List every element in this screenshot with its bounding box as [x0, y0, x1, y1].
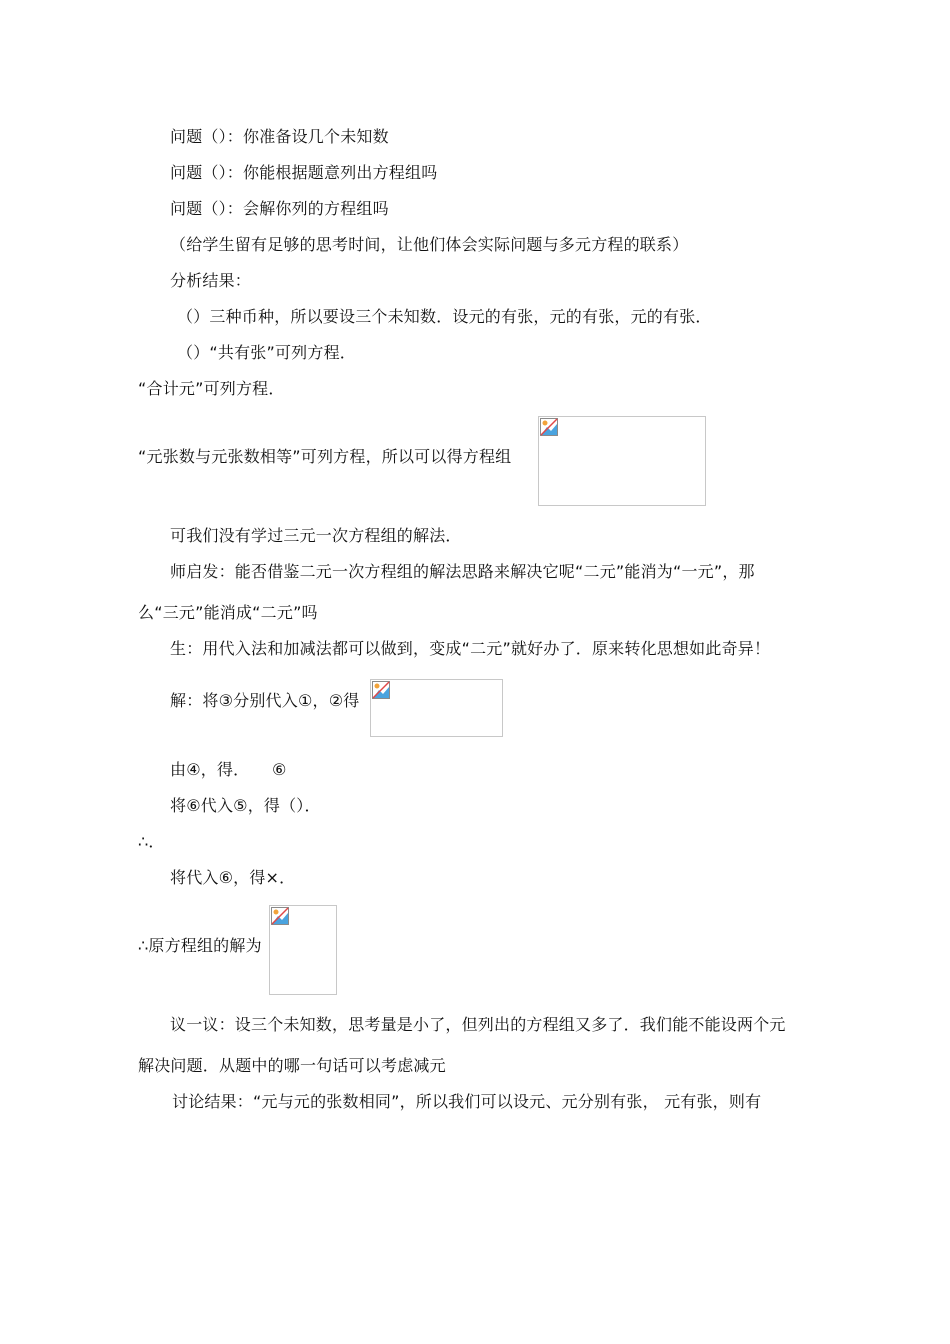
not-learned-text: 可我们没有学过三元一次方程组的解法．: [170, 526, 462, 545]
solution-step-2: 由④，得．: [170, 760, 250, 779]
discussion-line-1: 议一议：设三个未知数，思考量是小了，但列出的方程组又多了．我们能不能设两个元: [170, 1015, 786, 1034]
solution-step-3: 将⑥代入⑤，得（）．: [170, 796, 321, 815]
equation-tag-6: ⑥: [272, 760, 287, 779]
broken-image-icon: [372, 681, 390, 699]
discussion-line-2: 解决问题．从题中的哪一句话可以考虑减元: [138, 1056, 446, 1075]
teacher-prompt-line-1: 师启发：能否借鉴二元一次方程组的解法思路来解决它呢“二元”能消为“一元”，那: [170, 562, 755, 581]
broken-image-icon: [540, 418, 558, 436]
discussion-result: 讨论结果：“元与元的张数相同”，所以我们可以设元、元分别有张， 元有张，则有: [172, 1092, 762, 1111]
question-1: 问题（）：你准备设几个未知数: [170, 127, 389, 146]
analysis-4: “元张数与元张数相等”可列方程，所以可以得方程组: [138, 447, 512, 466]
therefore-line: ∴．: [138, 832, 165, 851]
analysis-3: “合计元”可列方程．: [138, 379, 285, 398]
solution-step-4: 将代入⑥，得×．: [170, 868, 296, 887]
solution-step-1: 解：将③分别代入①，②得: [170, 691, 360, 710]
substitution-image: [370, 679, 503, 737]
solution-image: [269, 905, 337, 995]
solution-conclusion: ∴原方程组的解为: [138, 936, 262, 955]
broken-image-icon: [271, 907, 289, 925]
equation-system-image: [538, 416, 706, 506]
teacher-prompt-line-2: 么“三元”能消成“二元”吗: [138, 603, 318, 622]
teaching-hint: （给学生留有足够的思考时间，让他们体会实际问题与多元方程的联系）: [170, 235, 689, 254]
analysis-1: （）三种币种，所以要设三个未知数．设元的有张，元的有张，元的有张．: [177, 307, 712, 326]
analysis-title: 分析结果：: [170, 271, 252, 290]
analysis-2: （）“共有张”可列方程．: [177, 343, 356, 362]
student-answer: 生：用代入法和加减法都可以做到，变成“二元”就好办了．原来转化思想如此奇异！: [170, 639, 771, 658]
question-2: 问题（）：你能根据题意列出方程组吗: [170, 163, 438, 182]
question-3: 问题（）：会解你列的方程组吗: [170, 199, 389, 218]
